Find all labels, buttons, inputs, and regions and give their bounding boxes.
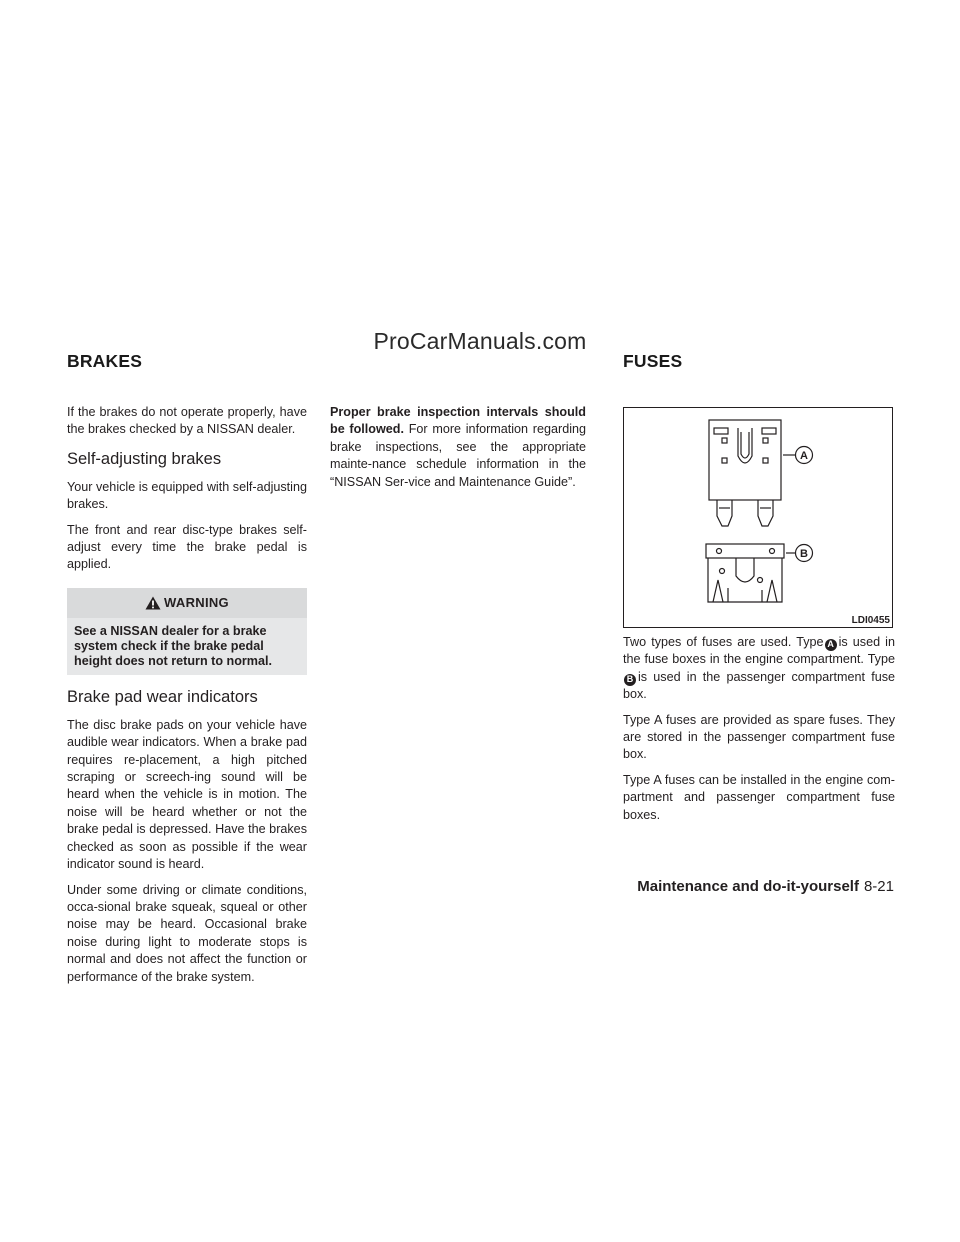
self-adjusting-p1: Your vehicle is equipped with self-adjusting brakes.	[67, 479, 307, 512]
watermark: ProCarManuals.com	[373, 328, 587, 354]
fuses-p1-part2: is used in the fuse boxes in the engine compartment. Type	[623, 635, 895, 667]
fuses-p1	[623, 634, 895, 704]
page-footer	[637, 878, 894, 895]
warning-text: See a NISSAN dealer for a brake system check if the brake pedal height does not return to normal.	[67, 618, 307, 675]
fuse-illustration	[624, 408, 892, 627]
fuses-p3: Type A fuses can be installed in the engine com-partment and passenger compartment fuse boxes.	[623, 772, 895, 822]
brakes-heading: BRAKES	[67, 351, 143, 371]
warning-triangle-icon	[145, 596, 161, 610]
figure-label-b: B	[800, 548, 808, 560]
footer-section: Maintenance and do-it-yourself	[637, 878, 859, 895]
pad-wear-p1: The disc brake pads on your vehicle have audible wear indicators. When a brake pad requires re-placement, a high pitched scraping or screech-ing sound will be heard when the vehicle is in motion. The noise will be heard whether or not the brake pedal is depressed. Have the brakes checked as soon as possible if the wear indicator sound is heard.	[67, 717, 307, 872]
inspection-bold: Proper brake inspection intervals should be followed.	[330, 405, 586, 437]
page-number: 8-21	[863, 878, 894, 895]
warning-header	[67, 588, 307, 618]
figure-label-a: A	[800, 450, 808, 462]
fuses-heading: FUSES	[623, 351, 683, 371]
fuses-column	[623, 634, 895, 832]
self-adjusting-heading: Self-adjusting brakes	[67, 449, 222, 468]
brakes-intro: If the brakes do not operate properly, have the brakes checked by a NISSAN dealer.	[67, 405, 307, 437]
fuses-p2: Type A fuses are provided as spare fuses. They are stored in the passenger compartment fuse box.	[623, 712, 895, 762]
inspection-paragraph	[330, 404, 586, 491]
marker-a-icon: A	[825, 639, 837, 651]
figure-code: LDI0455	[851, 615, 890, 626]
brakes-column-left	[67, 404, 307, 994]
fuses-p1-part1: Two types of fuses are used. Type	[623, 635, 824, 649]
fuse-figure	[623, 407, 893, 628]
marker-b-icon: B	[624, 674, 636, 686]
brakes-column-right	[330, 404, 586, 499]
pad-wear-p2: Under some driving or climate conditions, occa-sional brake squeak, squeal or other noise may be heard. Occasional brake noise during light to moderate stops is normal and does not affect the function or performance of the brake system.	[67, 882, 307, 984]
inspection-text: For more information regarding brake inspections, see the appropriate mainte-nance schedule information in the “NISSAN Ser-vice and Maintenance Guide”.	[330, 422, 586, 489]
self-adjusting-p2: The front and rear disc-type brakes self-adjust every time the brake pedal is applied.	[67, 522, 307, 572]
pad-wear-heading: Brake pad wear indicators	[67, 687, 258, 706]
warning-label: WARNING	[164, 595, 229, 611]
fuses-p1-part3: is used in the passenger compartment fuse box.	[623, 669, 895, 702]
